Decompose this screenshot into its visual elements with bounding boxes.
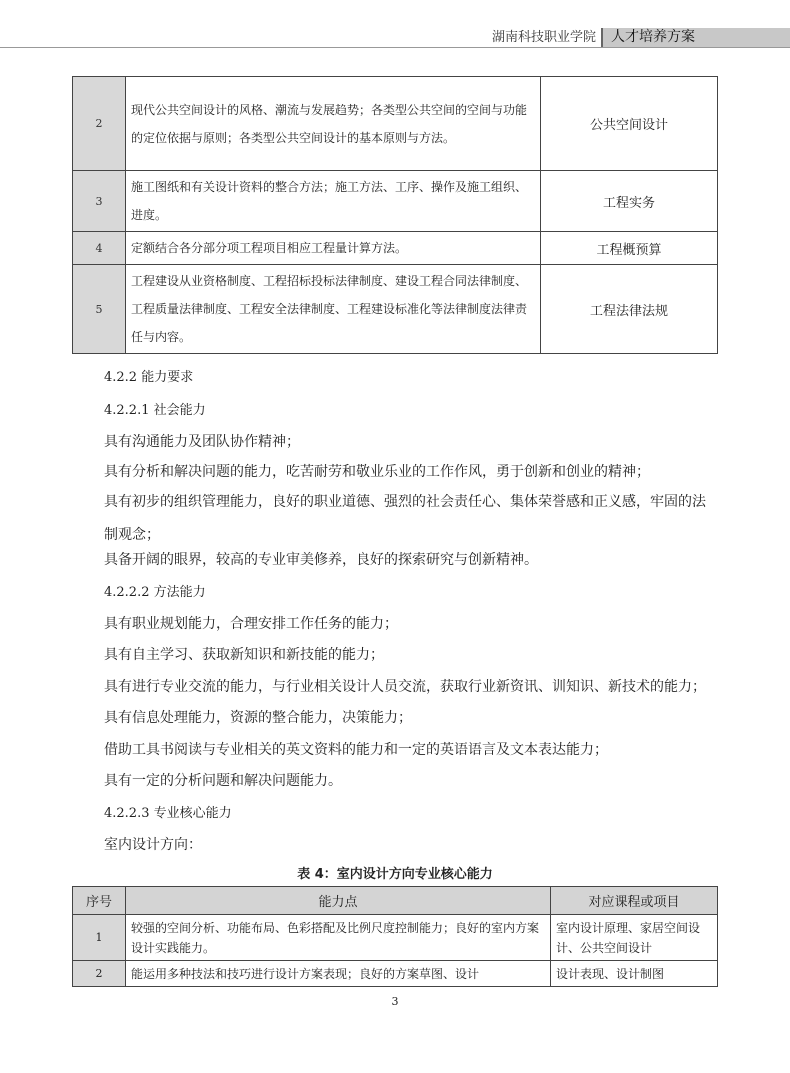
paragraph: 具有一定的分析问题和解决问题能力。 [104,773,342,789]
row-course: 室内设计原理、家居空间设计、公共空间设计 [551,915,718,961]
row-course: 工程实务 [541,171,718,232]
table-row [73,915,718,961]
section-heading: 4.2.2.2 方法能力 [104,585,206,600]
row-content: 工程建设从业资格制度、工程招标投标法律制度、建设工程合同法律制度、工程质量法律制度、工程安全法律制度、工程建设标准化等法律制度法律责任与内容。 [126,265,541,354]
paragraph [104,486,716,552]
row-number: 1 [73,915,126,961]
paragraph: 室内设计方向： [104,837,202,853]
row-number: 2 [73,77,126,171]
row-number: 3 [73,171,126,232]
table-header-row [73,887,718,915]
table-row [73,232,718,265]
row-content: 定额结合各分部分项工程项目相应工程量计算方法。 [126,232,541,265]
paragraph: 具有信息处理能力，资源的整合能力，决策能力； [104,710,412,726]
column-header: 对应课程或项目 [551,887,718,915]
paragraph: 具有分析和解决问题的能力，吃苦耐劳和敬业乐业的工作作风，勇于创新和创业的精神； [104,464,650,480]
paragraph: 借助工具书阅读与专业相关的英文资料的能力和一定的英语语言及文本表达能力； [104,742,608,758]
row-course: 公共空间设计 [541,77,718,171]
paragraph: 具有自主学习、获取新知识和新技能的能力； [104,647,384,663]
page-header [0,22,790,44]
row-number: 5 [73,265,126,354]
table-row [73,77,718,171]
page-number: 3 [391,995,399,1008]
column-header: 序号 [73,887,126,915]
row-course: 工程概预算 [541,232,718,265]
section-heading: 4.2.2.3 专业核心能力 [104,806,232,821]
row-number: 2 [73,961,126,987]
section-heading: 4.2.2 能力要求 [104,370,194,385]
header-school-name: 湖南科技职业学院 [491,30,596,45]
column-header: 能力点 [126,887,551,915]
row-content: 现代公共空间设计的风格、潮流与发展趋势；各类型公共空间的空间与功能的定位依据与原则；各类型公共空间设计的基本原则与方法。 [126,77,541,171]
paragraph-text: 具有初步的组织管理能力，良好的职业道德、强烈的社会责任心、集体荣誉感和正义感，牢固的法制观念； [104,494,706,543]
paragraph: 具有职业规划能力，合理安排工作任务的能力； [104,616,398,632]
header-doc-title: 人才培养方案 [601,28,790,47]
row-content: 施工图纸和有关设计资料的整合方法；施工方法、工序、操作及施工组织、进度。 [126,171,541,232]
section-heading: 4.2.2.1 社会能力 [104,403,206,418]
core-ability-table [72,886,718,987]
row-course: 工程法律法规 [541,265,718,354]
table-caption: 表 4：室内设计方向专业核心能力 [297,867,493,882]
row-number: 4 [73,232,126,265]
paragraph: 具有进行专业交流的能力，与行业相关设计人员交流，获取行业新资讯、训知识、新技术的能力； [104,679,706,695]
table-row [73,961,718,987]
header-divider [0,47,790,48]
row-ability: 能运用多种技法和技巧进行设计方案表现；良好的方案草图、设计 [126,961,551,987]
paragraph: 具有沟通能力及团队协作精神； [104,434,300,450]
knowledge-table [72,76,718,354]
table-row [73,265,718,354]
row-course: 设计表现、设计制图 [551,961,718,987]
table-row [73,171,718,232]
row-ability: 较强的空间分析、功能布局、色彩搭配及比例尺度控制能力；良好的室内方案设计实践能力。 [126,915,551,961]
paragraph: 具备开阔的眼界，较高的专业审美修养，良好的探索研究与创新精神。 [104,552,538,568]
